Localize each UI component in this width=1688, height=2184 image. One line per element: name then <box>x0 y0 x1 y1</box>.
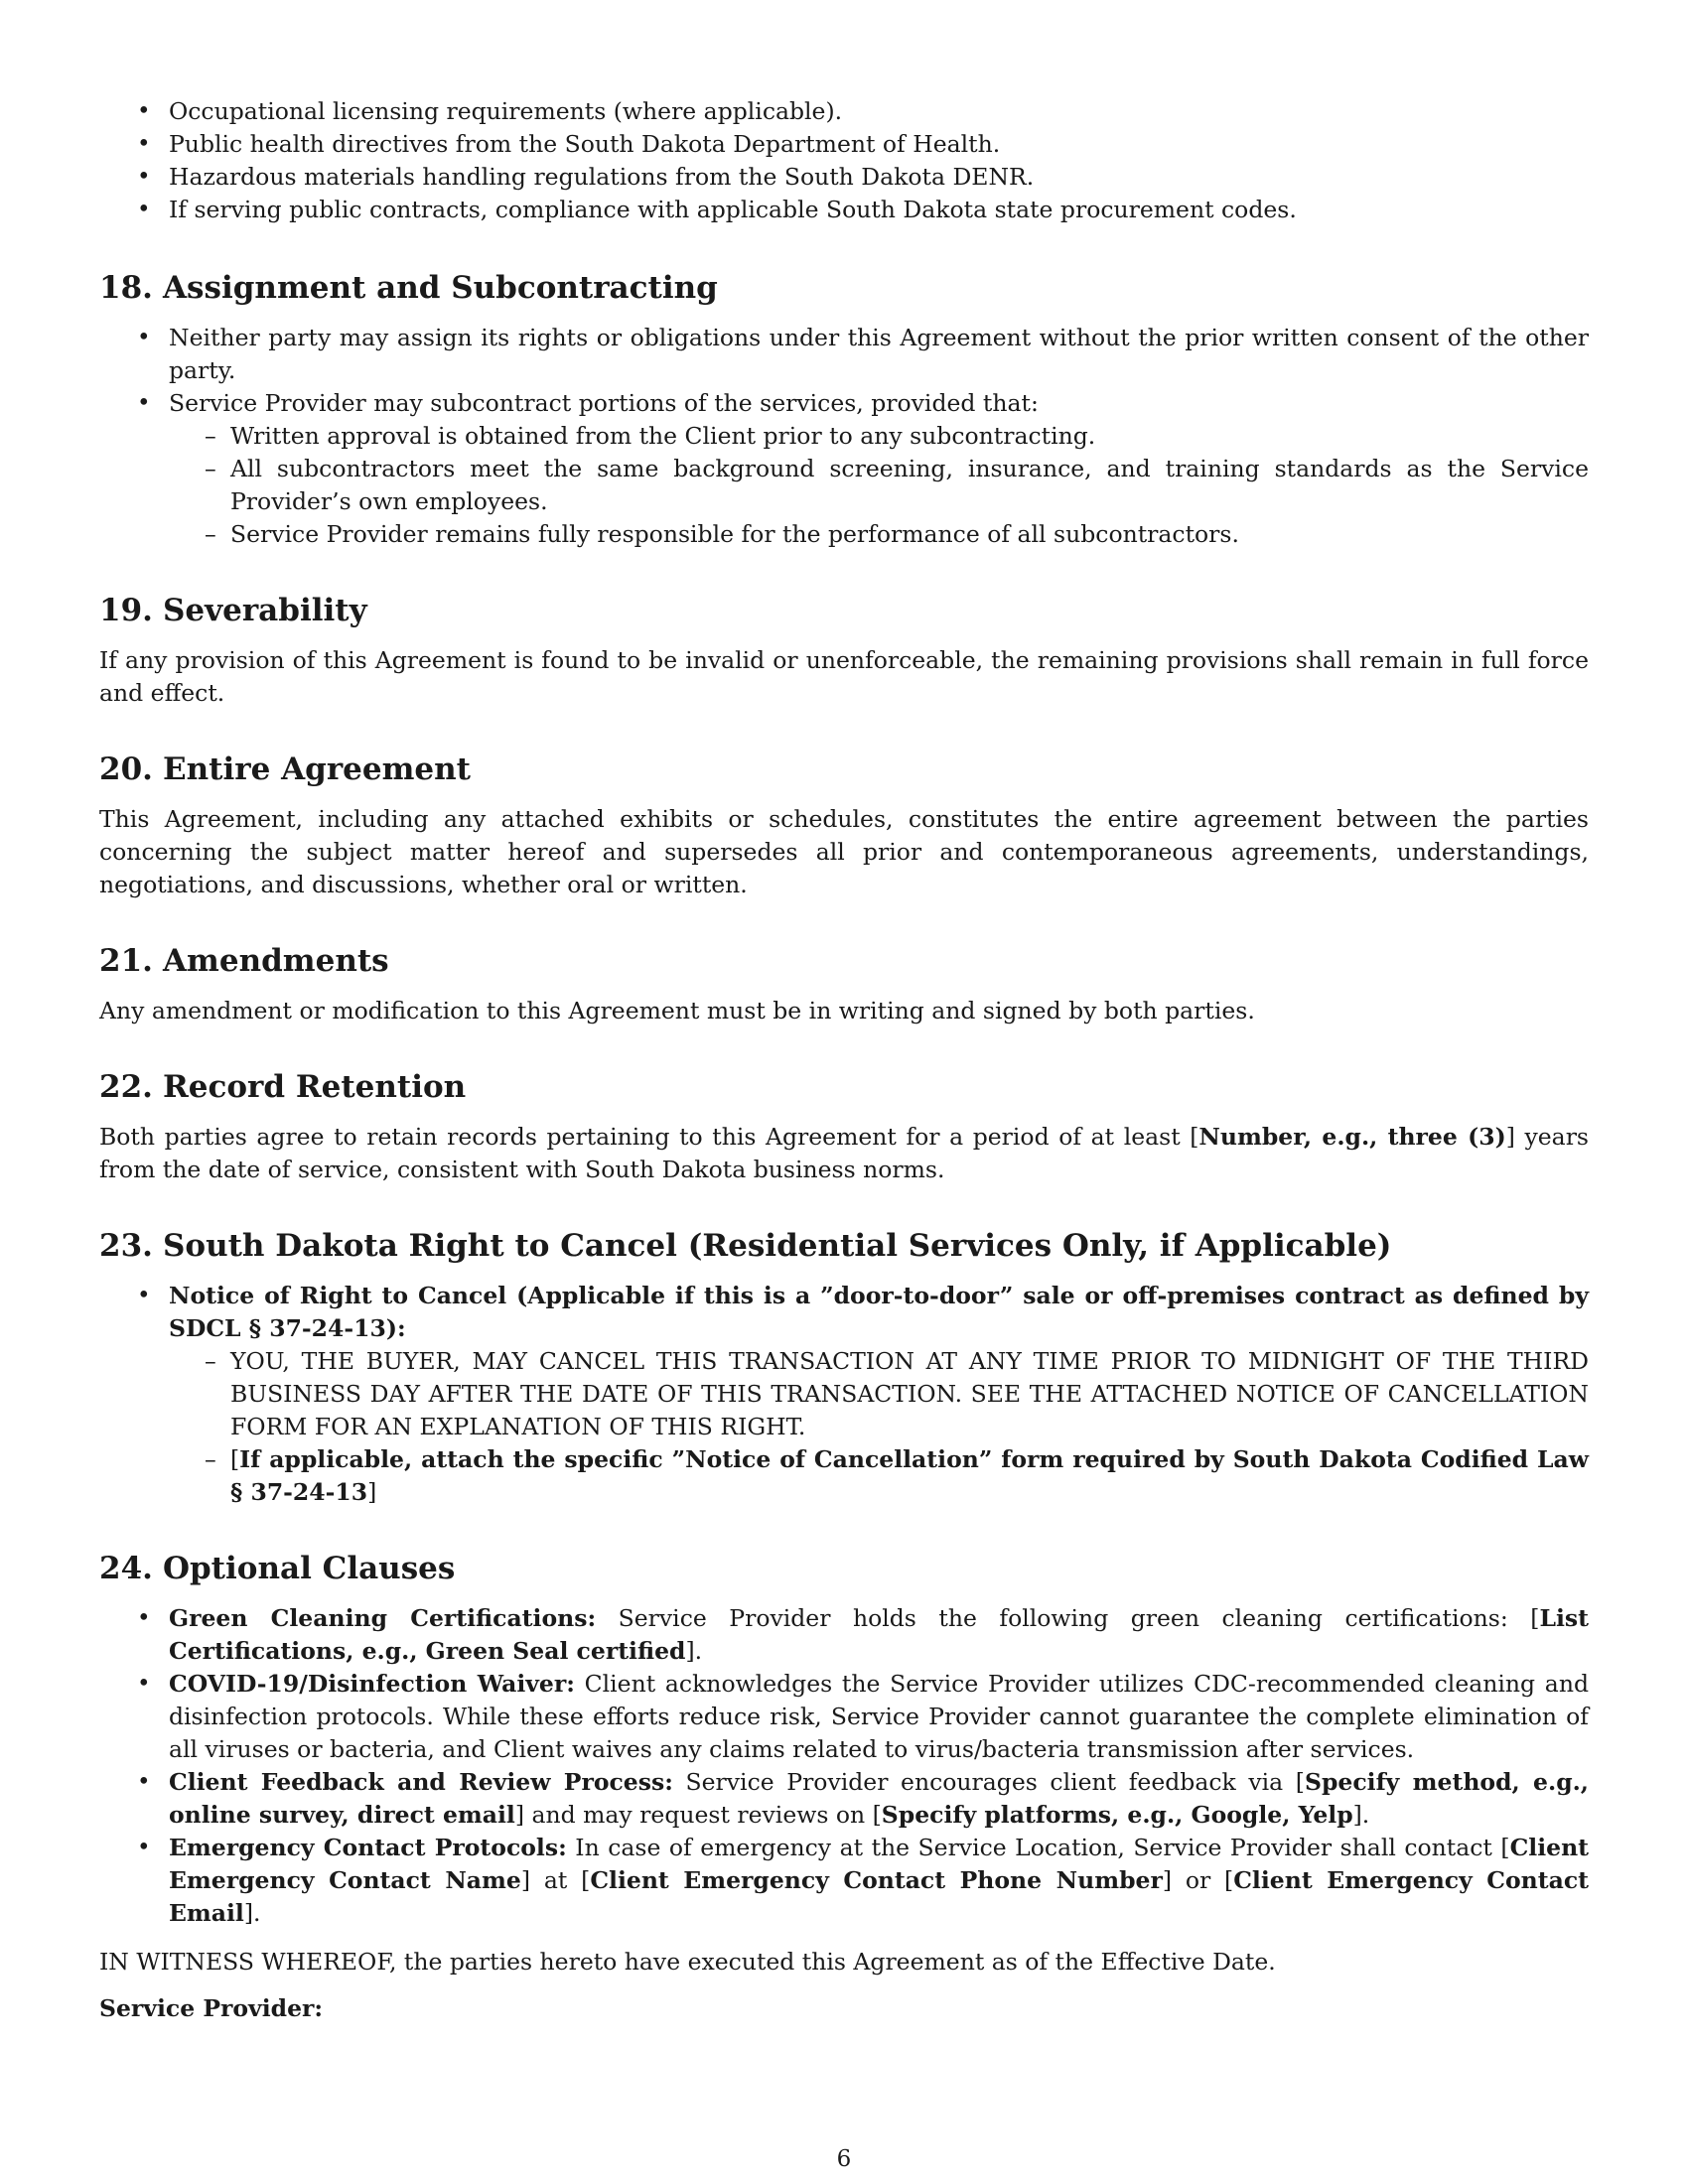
page-number: 6 <box>836 2146 852 2172</box>
list-item: • Neither party may assign its rights or obligations under this Agreement without the prior written consent of the other party. <box>99 322 1589 387</box>
clause-label: Client Feedback and Review Process: <box>169 1768 673 1796</box>
clause-label: Emergency Contact Protocols: <box>169 1834 567 1861</box>
list-item <box>99 1280 1589 1509</box>
section-number: 20. <box>99 751 153 787</box>
text-run: ] <box>367 1478 377 1506</box>
list-item: • Occupational licensing requirements (where applicable). <box>99 95 1589 128</box>
placeholder-field: List Certifications, e.g., Green Seal certified <box>169 1604 1590 1665</box>
section-heading <box>99 591 1589 630</box>
text-run: ]. <box>1352 1801 1370 1829</box>
sub-list-item: – All subcontractors meet the same background screening, insurance, and training standards as the Service Provider’s own employees. <box>169 453 1589 518</box>
clause-label: Green Cleaning Certifications: <box>169 1604 597 1632</box>
section-20 <box>99 750 1589 901</box>
section-title: Severability <box>163 593 367 628</box>
list-item-text: Service Provider may subcontract portions of the services, provided that: <box>169 389 1039 417</box>
section-heading <box>99 750 1589 789</box>
list-item <box>99 1602 1589 1668</box>
page-content <box>99 95 1589 2025</box>
list-item <box>99 1668 1589 1766</box>
section-22 <box>99 1067 1589 1186</box>
sub-list-item: – Service Provider remains fully responsible for the performance of all subcontractors. <box>169 518 1589 551</box>
sub-list-item <box>169 1443 1589 1509</box>
bullet-list <box>99 322 1589 551</box>
section-heading <box>99 1067 1589 1107</box>
text-run: Both parties agree to retain records pertaining to this Agreement for a period of at least [ <box>99 1123 1199 1151</box>
list-item: • If serving public contracts, compliance with applicable South Dakota state procurement codes. <box>99 194 1589 226</box>
placeholder-field: If applicable, attach the specific ”Notice of Cancellation” form required by South Dakota Codified Law § 37-24-13 <box>230 1445 1589 1506</box>
text-run: Service Provider encourages client feedback via [ <box>672 1768 1305 1796</box>
sub-list <box>169 1345 1589 1509</box>
section-number: 24. <box>99 1551 153 1586</box>
placeholder-field: Client Emergency Contact Name <box>169 1834 1590 1894</box>
text-run: ] or [ <box>1162 1866 1234 1894</box>
placeholder-field: Specify method, e.g., online survey, direct email <box>169 1768 1589 1829</box>
placeholder-field: Specify platforms, e.g., Google, Yelp <box>881 1801 1353 1829</box>
service-provider-label: Service Provider: <box>99 1994 324 2022</box>
list-item <box>99 387 1589 551</box>
section-heading <box>99 1226 1589 1266</box>
text-run: Service Provider holds the following green cleaning certifications: [ <box>596 1604 1540 1632</box>
section-paragraph <box>99 1121 1589 1186</box>
sub-list-item: – YOU, THE BUYER, MAY CANCEL THIS TRANSACTION AT ANY TIME PRIOR TO MIDNIGHT OF THE THIRD BUSINESS DAY AFTER THE DATE OF THIS TRANSACTION. SEE THE ATTACHED NOTICE OF CANCELLATION FORM FOR AN EXPLANATION OF THIS RIGHT. <box>169 1345 1589 1443</box>
text-run: ] years from the date of service, consistent with South Dakota business norms. <box>99 1123 1589 1183</box>
text-run: ] at [ <box>520 1866 591 1894</box>
section-paragraph: Any amendment or modification to this Agreement must be in writing and signed by both parties. <box>99 997 1255 1024</box>
section-21 <box>99 941 1589 1027</box>
section-title: Amendments <box>163 943 389 979</box>
section-23 <box>99 1226 1589 1509</box>
intro-bullet-list <box>99 95 1589 226</box>
notice-heading: Notice of Right to Cancel (Applicable if this is a ”door-to-door” sale or off-premises contract as defined by SDCL § 37-24-13): <box>169 1282 1589 1342</box>
sub-list-item: – Written approval is obtained from the Client prior to any subcontracting. <box>169 420 1589 453</box>
section-heading <box>99 268 1589 308</box>
section-title: Optional Clauses <box>163 1551 456 1586</box>
section-number: 23. <box>99 1228 153 1264</box>
section-number: 19. <box>99 593 153 628</box>
placeholder-field: Number, e.g., three (3) <box>1198 1123 1506 1151</box>
section-title: Record Retention <box>163 1069 467 1105</box>
list-item: • Hazardous materials handling regulations from the South Dakota DENR. <box>99 161 1589 194</box>
section-24 <box>99 1549 1589 1930</box>
text-run: ]. <box>685 1637 703 1665</box>
section-19 <box>99 591 1589 710</box>
sub-list <box>169 420 1589 551</box>
section-paragraph: If any provision of this Agreement is found to be invalid or unenforceable, the remaining provisions shall remain in full force and effect. <box>99 646 1589 707</box>
section-title: South Dakota Right to Cancel (Residential Services Only, if Applicable) <box>163 1228 1392 1264</box>
list-item <box>99 1832 1589 1930</box>
witness-statement: IN WITNESS WHEREOF, the parties hereto have executed this Agreement as of the Effective Date. <box>99 1948 1276 1976</box>
bullet-list <box>99 1280 1589 1509</box>
section-heading <box>99 941 1589 981</box>
section-18 <box>99 268 1589 551</box>
section-number: 21. <box>99 943 153 979</box>
list-item: • Public health directives from the South Dakota Department of Health. <box>99 128 1589 161</box>
text-run: Client acknowledges the Service Provider utilizes CDC-recommended cleaning and disinfection protocols. While these efforts reduce risk, Service Provider cannot guarantee the complete elimination of all viruses or bacteria, and Client waives any claims related to virus/bacteria transmission after services. <box>169 1670 1589 1763</box>
placeholder-field: Client Emergency Contact Email <box>169 1866 1589 1927</box>
placeholder-field: Client Emergency Contact Phone Number <box>590 1866 1163 1894</box>
section-title: Assignment and Subcontracting <box>163 270 718 306</box>
bullet-list <box>99 1602 1589 1930</box>
section-paragraph: This Agreement, including any attached exhibits or schedules, constitutes the entire agreement between the parties concerning the subject matter hereof and supersedes all prior and contemporaneous agreements, understandings, negotiations, and discussions, whether oral or written. <box>99 805 1589 898</box>
text-run: ]. <box>243 1899 261 1927</box>
text-run: ] and may request reviews on [ <box>514 1801 882 1829</box>
section-number: 22. <box>99 1069 153 1105</box>
section-heading <box>99 1549 1589 1588</box>
list-item <box>99 1766 1589 1832</box>
text-run: [ <box>230 1445 240 1473</box>
text-run: In case of emergency at the Service Location, Service Provider shall contact [ <box>566 1834 1510 1861</box>
section-title: Entire Agreement <box>163 751 471 787</box>
clause-label: COVID-19/Disinfection Waiver: <box>169 1670 575 1698</box>
section-number: 18. <box>99 270 153 306</box>
